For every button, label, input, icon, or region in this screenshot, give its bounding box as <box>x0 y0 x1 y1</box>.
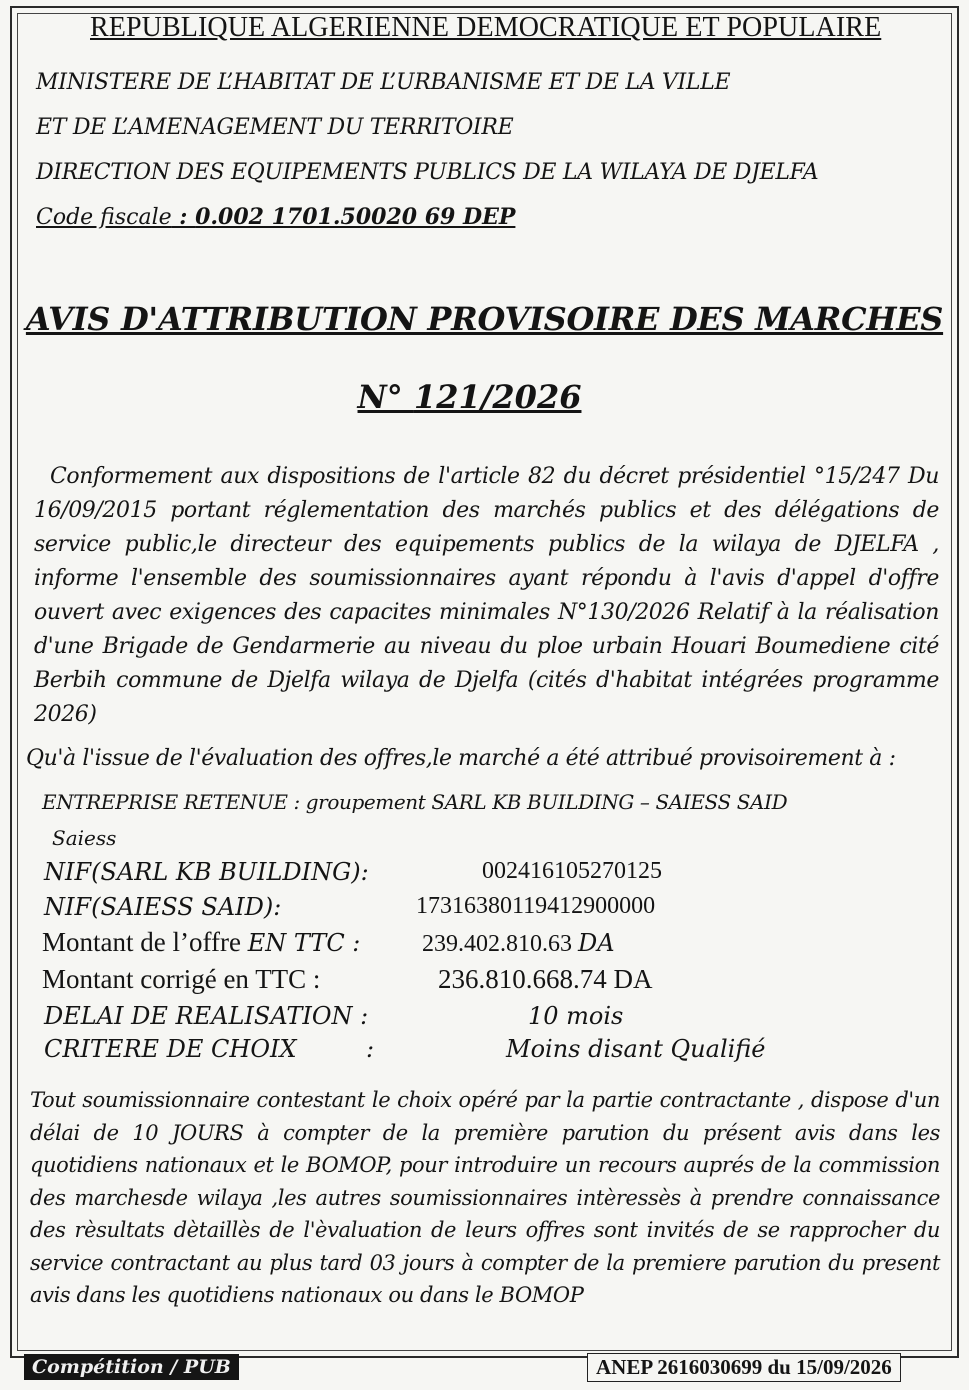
competition-badge: Compétition / PUB <box>24 1354 239 1380</box>
fiscal-code-separator: : <box>171 204 196 230</box>
ministry-line-1: MINISTERE DE L’HABITAT DE L’URBANISME ET DE LA VILLE <box>36 70 731 95</box>
notice-number-prefix: N° <box>357 378 414 416</box>
notice-number <box>0 378 939 416</box>
fiscal-code-value: 0.002 1701.50020 69 DEP <box>195 204 516 230</box>
notice-number-value: 121/2026 <box>413 378 582 416</box>
offer-amount-value <box>422 929 615 958</box>
direction-line: DIRECTION DES EQUIPEMENTS PUBLICS DE LA WILAYA DE DJELFA <box>36 160 819 185</box>
delay-value: 10 mois <box>528 1002 624 1030</box>
ministry-line-2: ET DE L’AMENAGEMENT DU TERRITOIRE <box>36 115 514 140</box>
attribution-line: Qu'à l'issue de l'évaluation des offres,le marché a été attribué provisoirement à : <box>26 746 896 771</box>
intro-paragraph: Conformement aux dispositions de l'article 82 du décret présidentiel °15/247 Du 16/09/2015 portant réglementation des marchés publics et des délégations de service public,le directeur des equipements publics de la wilaya de DJELFA , informe l'ensemble des soumissionnaires ayant répondu à l'avis d'appel d'offre ouvert avec exigences des capacites minimales N°130/2026 Relatif à la réalisation d'une Brigade de Gendarmerie au niveau du ploe urbain Houari Boumediene cité Berbih commune de Djelfa wilaya de Djelfa (cités d'habitat intégrées programme 2026) <box>34 464 939 727</box>
offer-amount-unit: DA <box>578 929 615 957</box>
criteria-separator: : <box>366 1035 375 1063</box>
offer-amount-label-b: EN TTC : <box>247 929 361 957</box>
selected-company-cont: Saiess <box>52 826 117 850</box>
nif-saiess-value: 17316380119412900000 <box>416 893 656 919</box>
nif-saiess-label: NIF(SAIESS SAID): <box>44 893 282 921</box>
anep-reference: ANEP 2616030699 du 15/09/2026 <box>587 1353 901 1382</box>
fiscal-code-label: Code fiscale <box>36 205 172 230</box>
offer-amount-number: 239.402.810.63 <box>422 931 578 957</box>
offer-amount-label-a: Montant de l’offre <box>42 927 248 957</box>
republic-heading: REPUBLIQUE ALGERIENNE DEMOCRATIQUE ET POPULAIRE <box>90 12 882 43</box>
corrected-amount-label: Montant corrigé en TTC : <box>42 964 321 994</box>
criteria-label: CRITERE DE CHOIX <box>44 1035 297 1063</box>
notice-title: AVIS D'ATTRIBUTION PROVISOIRE DES MARCHES <box>25 300 944 338</box>
corrected-amount-value: 236.810.668.74 DA <box>438 964 653 994</box>
recourse-paragraph: Tout soumissionnaire contestant le choix opéré par la partie contractante , dispose d'un délai de 10 JOURS à compter de la première parution du présent avis dans les quotidiens nationaux et le BOMOP, pour introduire un recours auprés de la commission des marchesde wilaya ,les autres soumissionnaires intèressès à prendre connaissance des rèsultats dètaillès de l'èvaluation de leurs offres sont invités de se rapprocher du service contractant au plus tard 03 jours à compter de la premiere parution du present avis dans les quotidiens nationaux ou dans le BOMOP <box>30 1088 940 1307</box>
criteria-value: Moins disant Qualifié <box>506 1035 766 1063</box>
delay-label: DELAI DE REALISATION : <box>44 1002 369 1030</box>
selected-company: ENTREPRISE RETENUE : groupement SARL KB BUILDING – SAIESS SAID <box>42 790 788 814</box>
offer-amount-label <box>42 927 360 958</box>
fiscal-code <box>36 204 515 230</box>
nif-kb-label: NIF(SARL KB BUILDING): <box>44 858 369 886</box>
nif-kb-value: 002416105270125 <box>482 858 662 884</box>
